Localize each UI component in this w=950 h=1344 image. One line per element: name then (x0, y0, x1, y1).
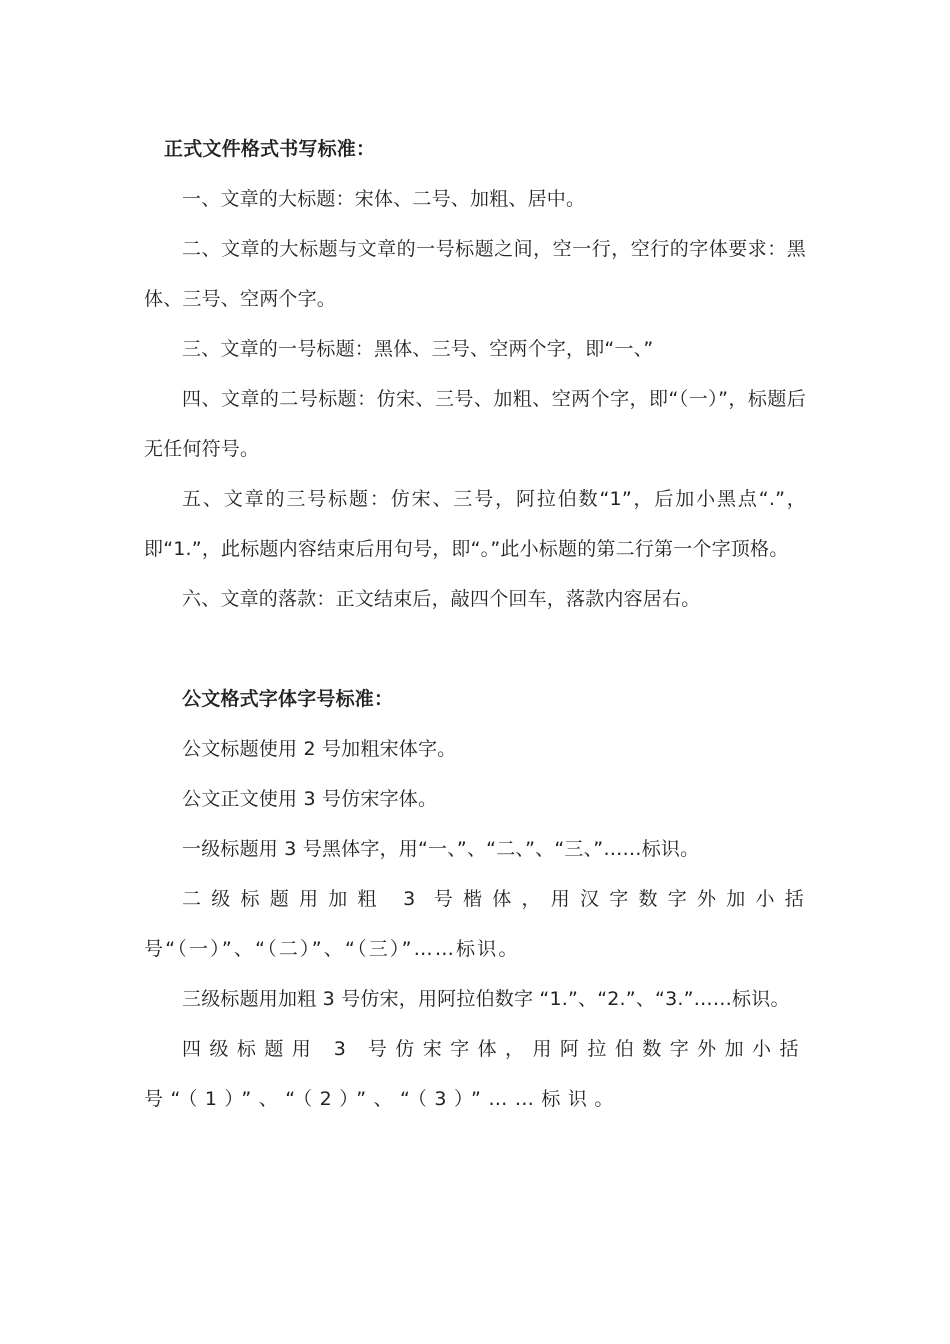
section2-item-2: 公文正文使用 3 号仿宋字体。 (182, 788, 438, 810)
section1-item-1: 一、文章的大标题：宋体、二号、加粗、居中。 (182, 188, 586, 210)
section-spacer (144, 624, 806, 674)
section2-heading: 公文格式字体字号标准： (182, 688, 394, 710)
section1-item-5: 五、文章的三号标题：仿宋、三号，阿拉伯数“1”，后加小黑点“.”，即“1.”，此标题内容结束后用句号，即“。”此小标题的第二行第一个字顶格。 (144, 488, 806, 560)
section2-item-1: 公文标题使用 2 号加粗宋体字。 (182, 738, 457, 760)
section2-item-3: 一级标题用 3 号黑体字，用“一、”、“二、”、“三、”……标识。 (182, 838, 700, 860)
section1-item-2: 二、文章的大标题与文章的一号标题之间，空一行，空行的字体要求：黑体、三号、空两个字。 (144, 238, 806, 310)
section1-item-4: 四、文章的二号标题：仿宋、三号、加粗、空两个字，即“（一）”，标题后无任何符号。 (144, 388, 806, 460)
section1-item-3: 三、文章的一号标题：黑体、三号、空两个字，即“一、” (182, 338, 654, 360)
section1-item-6: 六、文章的落款：正文结束后，敲四个回车，落款内容居右。 (182, 588, 701, 610)
section2-item-5: 三级标题用加粗 3 号仿宋，用阿拉伯数字 “1.”、“2.”、“3.”……标识。 (182, 988, 790, 1010)
section1-heading: 正式文件格式书写标准： (164, 138, 376, 160)
document-page (144, 124, 806, 1124)
section2-item-4: 二级标题用加粗 3 号楷体，用汉字数字外加小括号“（一）”、“（二）”、“（三）”……标识。 (144, 888, 806, 960)
section2-item-6: 四级标题用 3 号仿宋字体，用阿拉伯数字外加小括号“（1）”、“（2）”、“（3）”……标识。 (144, 1038, 806, 1110)
